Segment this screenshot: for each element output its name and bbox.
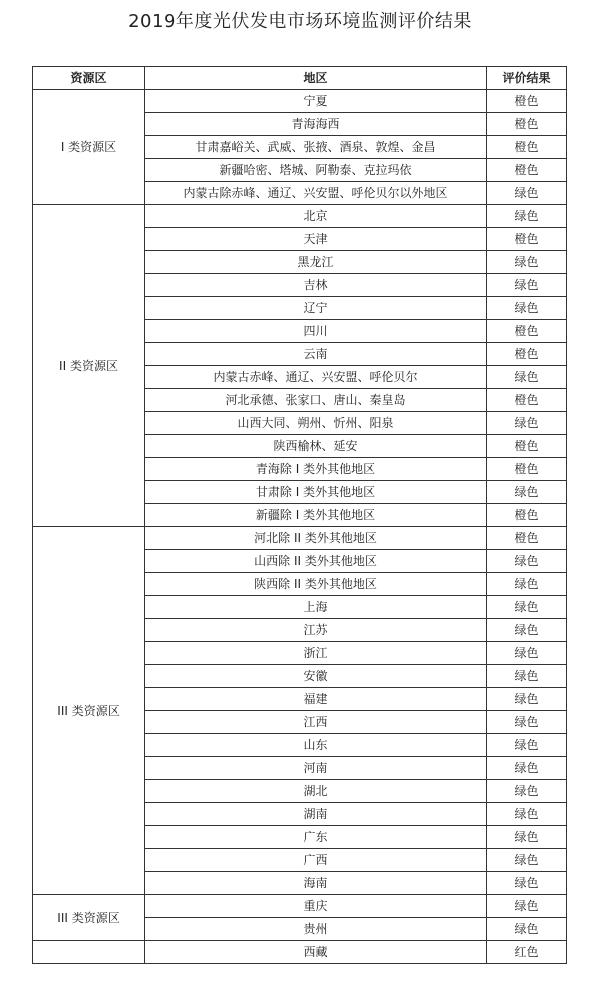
evaluation-table — [32, 66, 567, 964]
area-cell: 四川 — [145, 320, 487, 343]
area-cell: 浙江 — [145, 642, 487, 665]
area-cell: 宁夏 — [145, 90, 487, 113]
table-body — [33, 90, 567, 964]
zone-cell: III 类资源区 — [33, 527, 145, 895]
area-cell: 新疆哈密、塔城、阿勒泰、克拉玛依 — [145, 159, 487, 182]
table-row — [33, 941, 567, 964]
area-cell: 北京 — [145, 205, 487, 228]
result-cell: 绿色 — [487, 757, 567, 780]
result-cell: 橙色 — [487, 458, 567, 481]
area-cell: 新疆除 I 类外其他地区 — [145, 504, 487, 527]
area-cell: 甘肃除 I 类外其他地区 — [145, 481, 487, 504]
area-cell: 天津 — [145, 228, 487, 251]
area-cell: 上海 — [145, 596, 487, 619]
area-cell: 河南 — [145, 757, 487, 780]
result-cell: 橙色 — [487, 159, 567, 182]
result-cell: 橙色 — [487, 435, 567, 458]
result-cell: 绿色 — [487, 803, 567, 826]
result-cell: 橙色 — [487, 136, 567, 159]
result-cell: 绿色 — [487, 872, 567, 895]
table-row — [33, 90, 567, 113]
result-cell: 绿色 — [487, 688, 567, 711]
result-cell: 绿色 — [487, 182, 567, 205]
area-cell: 陕西除 II 类外其他地区 — [145, 573, 487, 596]
area-cell: 河北承德、张家口、唐山、秦皇岛 — [145, 389, 487, 412]
table-row — [33, 527, 567, 550]
result-cell: 绿色 — [487, 297, 567, 320]
area-cell: 江苏 — [145, 619, 487, 642]
area-cell: 河北除 II 类外其他地区 — [145, 527, 487, 550]
area-cell: 辽宁 — [145, 297, 487, 320]
area-cell: 内蒙古除赤峰、通辽、兴安盟、呼伦贝尔以外地区 — [145, 182, 487, 205]
area-cell: 山西除 II 类外其他地区 — [145, 550, 487, 573]
result-cell: 绿色 — [487, 412, 567, 435]
area-cell: 贵州 — [145, 918, 487, 941]
area-cell: 广东 — [145, 826, 487, 849]
result-cell: 绿色 — [487, 734, 567, 757]
area-cell: 福建 — [145, 688, 487, 711]
result-cell: 绿色 — [487, 251, 567, 274]
area-cell: 青海海西 — [145, 113, 487, 136]
area-cell: 江西 — [145, 711, 487, 734]
area-cell: 青海除 I 类外其他地区 — [145, 458, 487, 481]
result-cell: 绿色 — [487, 205, 567, 228]
zone-cell: II 类资源区 — [33, 205, 145, 527]
result-cell: 绿色 — [487, 481, 567, 504]
area-cell: 甘肃嘉峪关、武威、张掖、酒泉、敦煌、金昌 — [145, 136, 487, 159]
table-row — [33, 205, 567, 228]
zone-cell: I 类资源区 — [33, 90, 145, 205]
area-cell: 西藏 — [145, 941, 487, 964]
result-cell: 绿色 — [487, 573, 567, 596]
result-cell: 橙色 — [487, 228, 567, 251]
area-cell: 重庆 — [145, 895, 487, 918]
result-cell: 绿色 — [487, 550, 567, 573]
result-cell: 绿色 — [487, 895, 567, 918]
area-cell: 山东 — [145, 734, 487, 757]
result-cell: 绿色 — [487, 826, 567, 849]
result-cell: 绿色 — [487, 596, 567, 619]
result-cell: 橙色 — [487, 113, 567, 136]
area-cell: 广西 — [145, 849, 487, 872]
header-area: 地区 — [145, 67, 487, 90]
result-cell: 绿色 — [487, 619, 567, 642]
result-cell: 橙色 — [487, 343, 567, 366]
result-cell: 绿色 — [487, 711, 567, 734]
result-cell: 红色 — [487, 941, 567, 964]
zone-cell: III 类资源区 — [33, 895, 145, 941]
table-row — [33, 895, 567, 918]
result-cell: 绿色 — [487, 642, 567, 665]
result-cell: 绿色 — [487, 849, 567, 872]
result-cell: 绿色 — [487, 274, 567, 297]
result-cell: 绿色 — [487, 366, 567, 389]
area-cell: 黑龙江 — [145, 251, 487, 274]
result-cell: 橙色 — [487, 90, 567, 113]
result-cell: 橙色 — [487, 504, 567, 527]
area-cell: 安徽 — [145, 665, 487, 688]
result-cell: 橙色 — [487, 320, 567, 343]
area-cell: 海南 — [145, 872, 487, 895]
area-cell: 内蒙古赤峰、通辽、兴安盟、呼伦贝尔 — [145, 366, 487, 389]
area-cell: 云南 — [145, 343, 487, 366]
result-cell: 橙色 — [487, 389, 567, 412]
result-cell: 绿色 — [487, 780, 567, 803]
header-result: 评价结果 — [487, 67, 567, 90]
area-cell: 湖南 — [145, 803, 487, 826]
table-header — [33, 67, 567, 90]
area-cell: 吉林 — [145, 274, 487, 297]
header-row — [33, 67, 567, 90]
header-zone: 资源区 — [33, 67, 145, 90]
result-cell: 绿色 — [487, 665, 567, 688]
area-cell: 山西大同、朔州、忻州、阳泉 — [145, 412, 487, 435]
result-cell: 绿色 — [487, 918, 567, 941]
area-cell: 湖北 — [145, 780, 487, 803]
area-cell: 陕西榆林、延安 — [145, 435, 487, 458]
page-title: 2019年度光伏发电市场环境监测评价结果 — [128, 11, 472, 32]
zone-cell — [33, 941, 145, 964]
result-cell: 橙色 — [487, 527, 567, 550]
